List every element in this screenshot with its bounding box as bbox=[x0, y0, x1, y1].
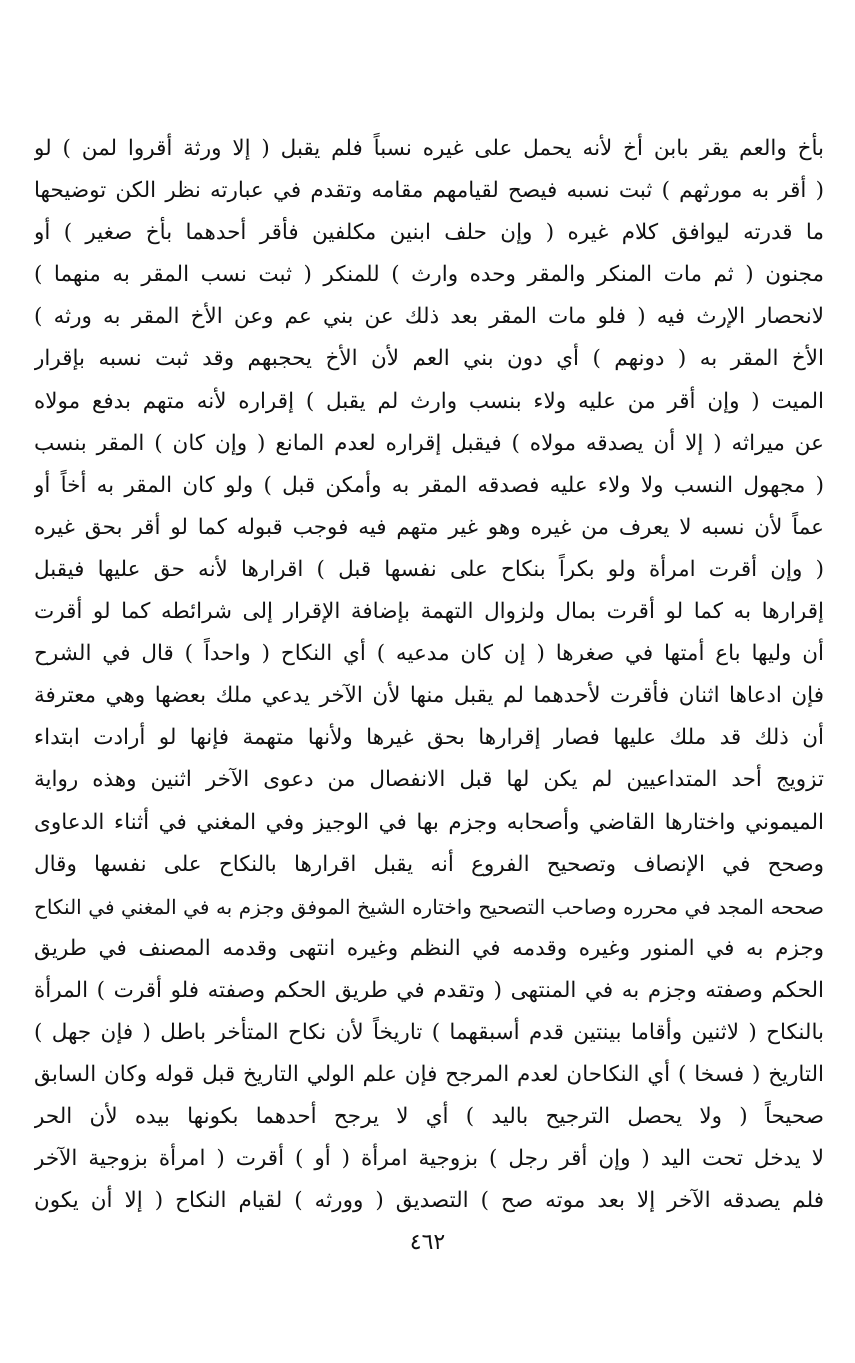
text-line: تزويج أحد المتداعيين لم يكن لها قبل الانفصال من دعوى الآخر اثنين وهذه رواية bbox=[34, 767, 824, 793]
text-line: الميموني واختارها القاضي وأصحابه وجزم بها في الوجيز وفي المغني في أثناء الدعاوى bbox=[34, 809, 824, 835]
text-line: فإن ادعاها اثنان فأقرت لأحدهما لم يقبل منها لأن الآخر يدعي ملك بعضها وهي معترفة bbox=[34, 683, 824, 709]
text-line: وصحح في الإنصاف وتصحيح الفروع أنه يقبل اقرارها بالنكاح على نفسها وقال bbox=[34, 851, 824, 877]
text-line: صحيحاً ( ولا يحصل الترجيح باليد ) أي لا يرجح أحدهما بكونها بيده لأن الحر bbox=[34, 1104, 824, 1130]
text-line: عماً لأن نسبه لا يعرف من غيره وهو غير متهم فيه فوجب قبوله كما لو أقر بحق غيره bbox=[34, 514, 824, 540]
text-line: لا يدخل تحت اليد ( وإن أقر رجل ) بزوجية امرأة ( أو ) أقرت ( امرأة بزوجية الآخر bbox=[34, 1146, 824, 1172]
text-line: مجنون ( ثم مات المنكر والمقر وحده وارث ) للمنكر ( ثبت نسب المقر به منهما ) bbox=[34, 262, 824, 288]
text-line: ( مجهول النسب ولا ولاء عليه فصدقه المقر به وأمكن قبل ) ولو كان المقر به أخاً أو bbox=[34, 472, 824, 498]
text-line: لانحصار الإرث فيه ( فلو مات المقر بعد ذلك عن بني عم وعن الأخ المقر به ورثه ) bbox=[34, 304, 824, 330]
body-text bbox=[34, 128, 824, 1222]
text-line: ( أقر به مورثهم ) ثبت نسبه فيصح لقيامهم مقامه وتقدم في عبارته نظر الكن توضيحها bbox=[34, 178, 824, 204]
text-line: فلم يصدقه الآخر إلا بعد موته صح ) التصديق ( وورثه ) لقيام النكاح ( إلا أن يكون bbox=[34, 1188, 824, 1214]
text-line: إقرارها به كما لو أقرت بمال ولزوال التهمة بإضافة الإقرار إلى شرائطه كما لو أقرت bbox=[34, 599, 824, 625]
text-line: صححه المجد في محرره وصاحب التصحيح واختاره الشيخ الموفق وجزم به في المغني في النكاح bbox=[34, 894, 824, 919]
text-line: الحكم وصفته وجزم به في المنتهى ( وتقدم في طريق الحكم وصفته فلو أقرت ) المرأة bbox=[34, 977, 824, 1003]
text-line: أن ذلك قد ملك عليها فصار إقرارها بحق غيرها ولأنها متهمة فإنها لو أرادت ابتداء bbox=[34, 725, 824, 751]
text-line: الأخ المقر به ( دونهم ) أي دون بني العم لأن الأخ يحجبهم وقد ثبت نسبه بإقرار bbox=[34, 346, 824, 372]
text-line: التاريخ ( فسخا ) أي النكاحان لعدم المرجح فإن علم الولي التاريخ قبل قوله وكان السابق bbox=[34, 1062, 824, 1088]
text-line: ( وإن أقرت امرأة ولو بكراً بنكاح على نفسها قبل ) اقرارها لأنه حق عليها فيقبل bbox=[34, 556, 824, 582]
text-line: أن وليها باع أمتها في صغرها ( إن كان مدعيه ) أي النكاح ( واحداً ) قال في الشرح bbox=[34, 641, 824, 667]
text-line: بأخ والعم يقر بابن أخ لأنه يحمل على غيره نسباً فلم يقبل ( إلا ورثة أقروا لمن ) لو bbox=[34, 136, 824, 161]
text-line: عن ميراثه ( إلا أن يصدقه مولاه ) فيقبل إقراره لعدم المانع ( وإن كان ) المقر بنسب bbox=[34, 430, 824, 456]
text-line: بالنكاح ( لاثنين وأقاما بينتين قدم أسبقهما ) تاريخاً لأن نكاح المتأخر باطل ( فإن جهل ) bbox=[34, 1019, 824, 1045]
text-line: ما قدرته ليوافق كلام غيره ( وإن حلف ابنين مكلفين فأقر أحدهما بأخ صغير ) أو bbox=[34, 220, 824, 246]
page-number: ٤٦٢ bbox=[409, 1230, 446, 1255]
text-line: الميت ( وإن أقر من عليه ولاء بنسب وارث لم يقبل ) إقراره لأنه متهم بدفع مولاه bbox=[34, 388, 824, 414]
text-line: وجزم به في المنور وغيره وقدمه في النظم وغيره انتهى وقدمه المصنف في طريق bbox=[34, 935, 824, 961]
